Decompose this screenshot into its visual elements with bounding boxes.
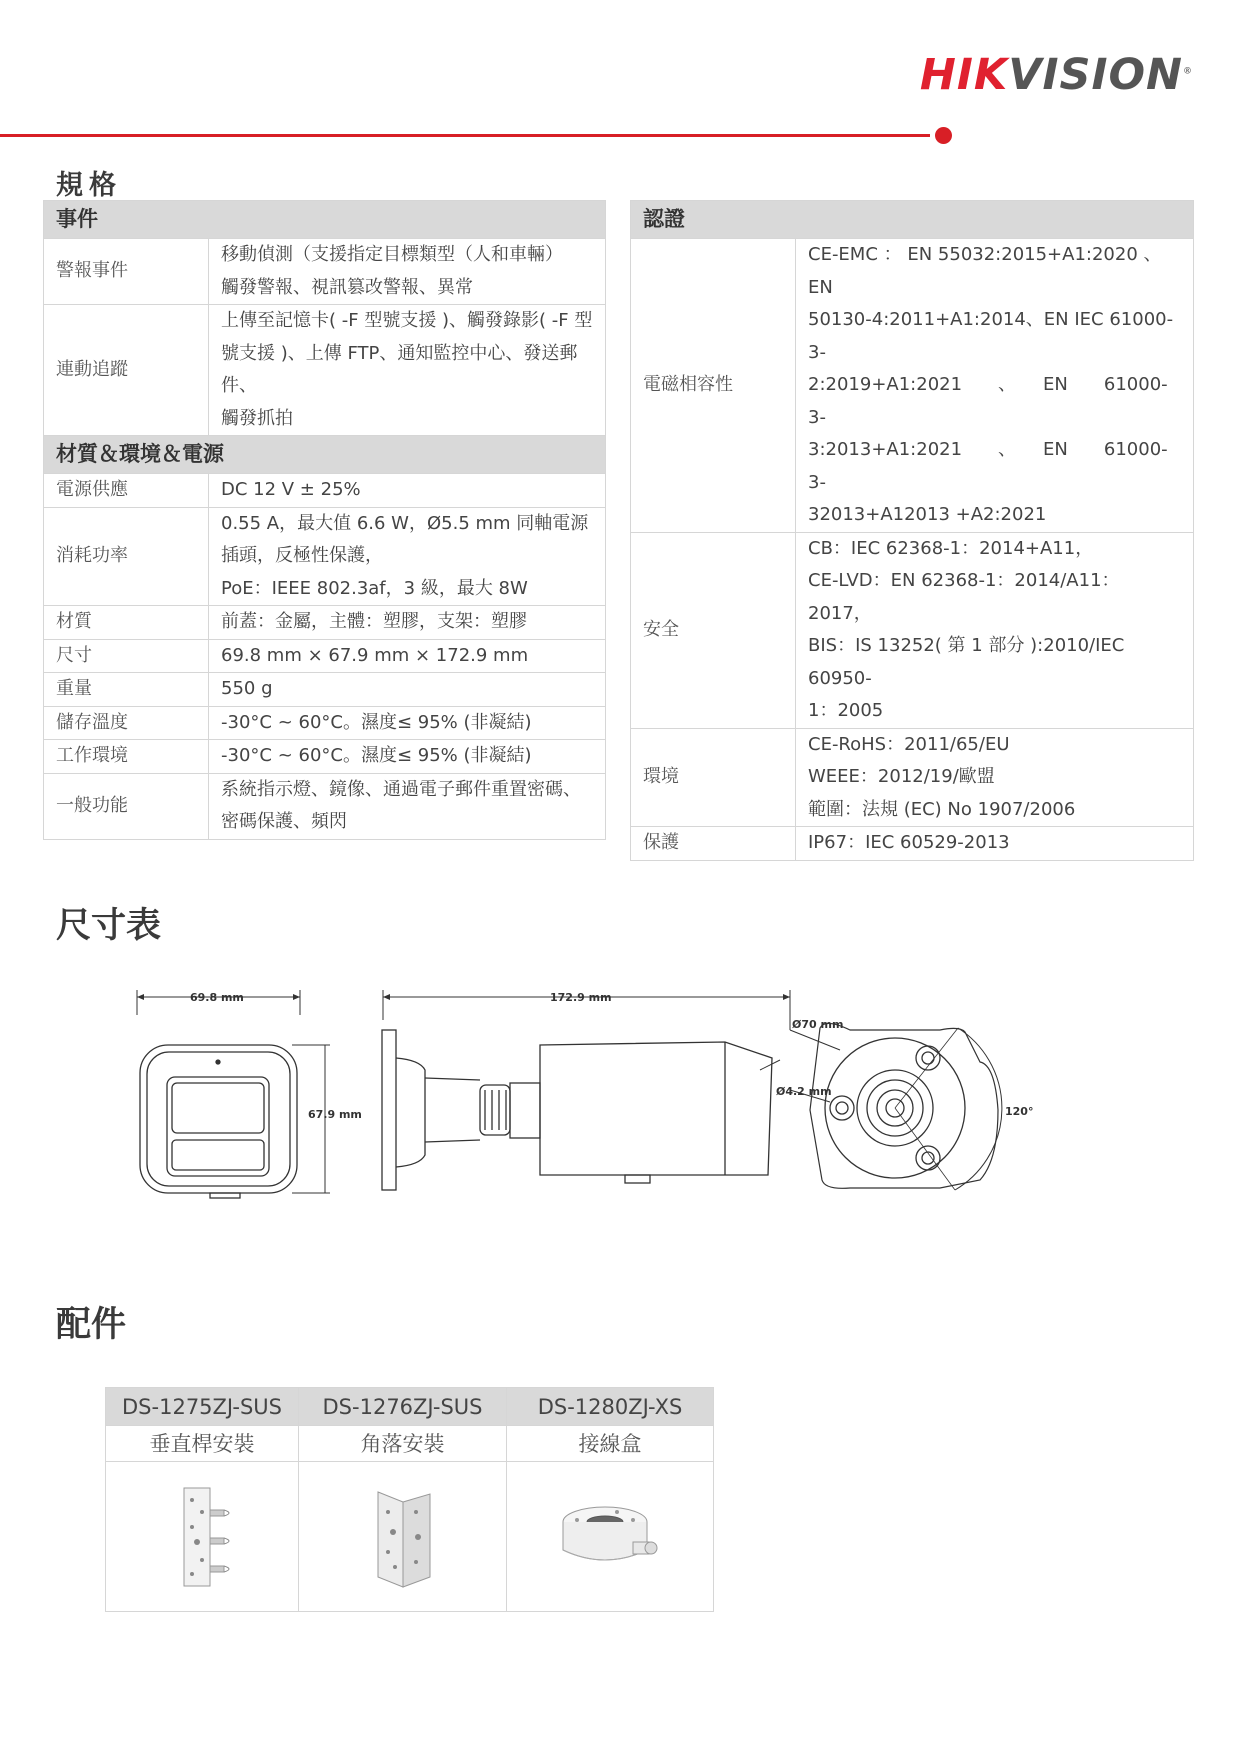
spec-value xyxy=(796,532,1194,728)
spec-value-line: 密碼保護、頻閃 xyxy=(221,811,347,832)
corner-mount-icon xyxy=(358,1482,448,1592)
spec-value-line: 69.8 mm × 67.9 mm × 172.9 mm xyxy=(221,644,529,666)
spec-section-header: 事件 xyxy=(44,201,606,239)
logo-text-hik: HIK xyxy=(919,50,1009,100)
spec-value-line: -30°C ~ 60°C。濕度≤ 95% (非凝結) xyxy=(221,745,532,766)
spec-label: 一般功能 xyxy=(44,773,209,839)
spec-row xyxy=(44,606,606,640)
hikvision-logo xyxy=(920,50,1193,100)
spec-label: 電磁相容性 xyxy=(631,239,796,533)
junction-box-icon xyxy=(555,1492,665,1582)
spec-value-line: CE-EMC ： EN 55032:2015+A1:2020 、 EN xyxy=(808,244,1162,298)
spec-value xyxy=(209,740,606,774)
spec-row xyxy=(44,673,606,707)
spec-value xyxy=(209,239,606,305)
diameter-4-2-label: Ø4.2 mm xyxy=(776,1085,832,1098)
spec-value xyxy=(209,474,606,508)
spec-label: 警報事件 xyxy=(44,239,209,305)
dimensions-title: 尺寸表 xyxy=(56,906,162,946)
spec-value-line: 觸發警報、視訊篡改警報、異常 xyxy=(221,276,473,298)
length-dimension-label: 172.9 mm xyxy=(550,991,612,1004)
spec-value-line: 550 g xyxy=(221,678,273,699)
angle-label: 120° xyxy=(1005,1105,1034,1118)
spec-label: 尺寸 xyxy=(44,639,209,673)
spec-value-line: 前蓋：金屬，主體：塑膠，支架：塑膠 xyxy=(221,611,527,632)
certification-table xyxy=(630,200,1194,861)
spec-row xyxy=(44,773,606,839)
side-view-drawing xyxy=(382,990,790,1190)
spec-value xyxy=(209,606,606,640)
certification-row xyxy=(631,728,1194,827)
spec-label: 材質 xyxy=(44,606,209,640)
spec-value-line: 觸發抓拍 xyxy=(221,407,293,429)
accessory-model: DS-1276ZJ-SUS xyxy=(299,1388,507,1426)
spec-label: 安全 xyxy=(631,532,796,728)
accessories-table xyxy=(105,1387,714,1612)
spec-value-line: -30°C ~ 60°C。濕度≤ 95% (非凝結) xyxy=(221,711,532,733)
accessory-mount-type: 角落安裝 xyxy=(299,1426,507,1462)
spec-value-line: 系統指示燈、鏡像、通過電子郵件重置密碼、 xyxy=(221,778,581,800)
specs-left-table xyxy=(43,200,606,840)
spec-row xyxy=(44,639,606,673)
spec-row xyxy=(44,239,606,305)
spec-value-line: 範圍：法規 (EC) No 1907/2006 xyxy=(808,798,1076,820)
spec-value-line: WEEE：2012/19/歐盟 xyxy=(808,766,995,787)
spec-row xyxy=(44,507,606,606)
spec-label: 連動追蹤 xyxy=(44,305,209,436)
pole-mount-icon xyxy=(162,1482,242,1592)
front-view-drawing xyxy=(137,990,330,1198)
spec-value-line: 50130-4:2011+A1:2014、EN IEC 61000-3- xyxy=(808,309,1174,363)
spec-value-line: 32013+A12013 +A2:2021 xyxy=(808,504,1047,525)
spec-value-line: 上傳至記憶卡( -F 型號支援 )、觸發錄影( -F 型 xyxy=(221,310,593,331)
registered-mark-icon: ® xyxy=(1183,66,1193,77)
spec-value-line: 移動偵測（支援指定目標類型（人和車輛） xyxy=(221,244,563,265)
spec-value-line: 插頭，反極性保護， xyxy=(221,545,383,566)
spec-value xyxy=(796,239,1194,533)
spec-section-header: 認證 xyxy=(631,201,1194,239)
spec-label: 消耗功率 xyxy=(44,507,209,606)
spec-value-line: 3:2013+A1:2021 、 EN 61000-3- xyxy=(808,439,1168,493)
accessory-model: DS-1275ZJ-SUS xyxy=(106,1388,299,1426)
spec-section-header: 材質＆環境＆電源 xyxy=(44,436,606,474)
width-dimension-label: 69.8 mm xyxy=(190,991,244,1004)
spec-row xyxy=(44,740,606,774)
spec-value xyxy=(209,639,606,673)
spec-value-line: PoE：IEEE 802.3af，3 級，最大 8W xyxy=(221,577,528,599)
spec-value-line: CE-RoHS：2011/65/EU xyxy=(808,733,1010,755)
spec-label: 保護 xyxy=(631,827,796,861)
spec-value-line: DC 12 V ± 25% xyxy=(221,479,361,500)
accessories-title: 配件 xyxy=(56,1305,127,1345)
spec-value xyxy=(209,706,606,740)
spec-label: 儲存溫度 xyxy=(44,706,209,740)
certification-row xyxy=(631,239,1194,533)
diameter-70-label: Ø70 mm xyxy=(792,1018,844,1031)
spec-value xyxy=(796,728,1194,827)
accessory-model: DS-1280ZJ-XS xyxy=(507,1388,714,1426)
header-divider-line xyxy=(0,134,930,137)
dimension-drawing xyxy=(120,990,1100,1230)
specs-title: 規格 xyxy=(56,170,122,201)
rear-view-drawing xyxy=(790,1023,1002,1190)
spec-value-line: 號支援 )、上傳 FTP、通知監控中心、發送郵件、 xyxy=(221,342,578,396)
spec-value-line: BIS：IS 13252( 第 1 部分 ):2010/IEC 60950- xyxy=(808,635,1125,689)
logo-text-vision: VISION xyxy=(1008,50,1183,100)
spec-value xyxy=(209,773,606,839)
spec-value-line: 0.55 A，最大值 6.6 W，Ø5.5 mm 同軸電源 xyxy=(221,512,589,534)
spec-value-line: CE-LVD：EN 62368-1：2014/A11：2017， xyxy=(808,570,1120,624)
height-dimension-label: 67.9 mm xyxy=(308,1108,362,1121)
spec-value xyxy=(209,305,606,436)
spec-row xyxy=(44,305,606,436)
accessory-mount-type: 接線盒 xyxy=(507,1426,714,1462)
spec-value-line: 2:2019+A1:2021 、 EN 61000-3- xyxy=(808,374,1168,428)
spec-value-line: CB：IEC 62368-1：2014+A11， xyxy=(808,537,1094,559)
certification-row xyxy=(631,532,1194,728)
spec-row xyxy=(44,474,606,508)
spec-label: 環境 xyxy=(631,728,796,827)
spec-row xyxy=(44,706,606,740)
spec-value xyxy=(209,673,606,707)
spec-label: 電源供應 xyxy=(44,474,209,508)
spec-value-line: IP67：IEC 60529-2013 xyxy=(808,832,1010,853)
spec-value xyxy=(209,507,606,606)
spec-label: 工作環境 xyxy=(44,740,209,774)
header-divider-dot xyxy=(935,127,952,144)
spec-value-line: 1：2005 xyxy=(808,700,884,721)
certification-row xyxy=(631,827,1194,861)
accessory-mount-type: 垂直桿安裝 xyxy=(106,1426,299,1462)
spec-label: 重量 xyxy=(44,673,209,707)
spec-value xyxy=(796,827,1194,861)
